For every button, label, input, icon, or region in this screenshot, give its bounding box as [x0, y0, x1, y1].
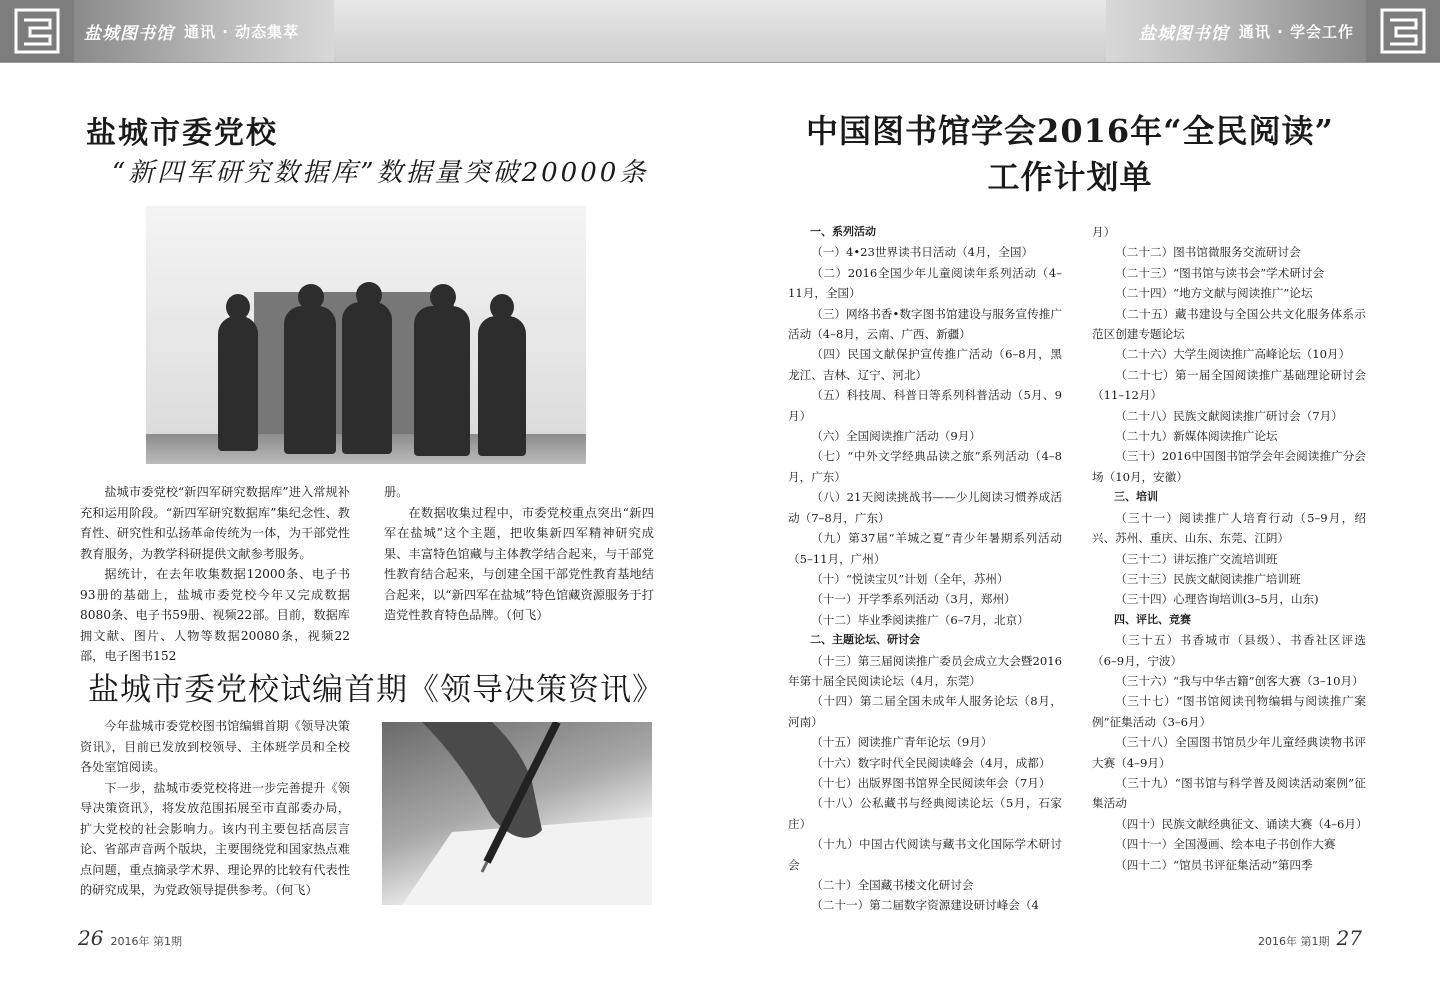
plan-item: （四）民国文献保护宣传推广活动（6–8月，黑龙江、吉林、辽宁、河北）	[788, 347, 1062, 382]
page-title-line: 中国图书馆学会2016年“全民阅读”	[806, 112, 1334, 150]
paragraph: 在数据收集过程中，市委党校重点突出“新四军在盐城”这个主题，把收集新四军精神研究成果、丰富特色馆藏与主体教学结合起来，与干部党性教育结合起来，与创建全国干部党性教育基地结合起来，以“新四军在盐城”特色馆藏资源服务于打造党性教育特色品牌。（何飞）	[384, 505, 654, 622]
plan-item: （十七）出版界图书馆界全民阅读年会（7月）	[811, 775, 1051, 790]
plan-item: （六）全国阅读推广活动（9月）	[811, 429, 981, 444]
issue-label: 2016年 第1期	[1258, 935, 1330, 948]
paragraph: 下一步，盐城市委党校将进一步完善提升《领导决策资讯》，将发放范围拓展至市直部委办局，扩大党校的社会影响力。该内刊主要包括高层言论、省部声音两个版块，主要围绕党和国家热点难点问题，重点摘录学术界、理论界的比较有代表性的研究成果，为党政领导提供参考。（何飞）	[80, 780, 350, 897]
plan-item: （四十）民族文献经典征文、诵读大赛（4–6月）	[1115, 816, 1368, 831]
plan-item: （九）第37届“羊城之夏”青少年暑期系列活动（5–11月，广州）	[788, 531, 1062, 566]
plan-item: （十六）数字时代全民阅读峰会（4月，成都）	[811, 755, 1051, 770]
library-emblem-icon	[1366, 0, 1440, 62]
plan-column-1	[788, 222, 1062, 916]
plan-item: （三十九）“图书馆与科学普及阅读活动案例”征集活动	[1092, 775, 1366, 811]
plan-item: （十）“悦读宝贝”计划（全年，苏州）	[811, 571, 1009, 586]
plan-item: （三十）2016中国图书馆学会年会阅读推广分会场（10月，安徽）	[1092, 449, 1366, 484]
plan-item: （十一）开学季系列活动（3月，郑州）	[811, 592, 1016, 607]
plan-section-heading: 三、培训	[1114, 490, 1158, 504]
header-library-name: 盐城图书馆	[84, 23, 174, 44]
plan-item: （五）科技周、科普日等系列科普活动（5月、9月）	[788, 388, 1062, 423]
hand-writing-photo	[382, 722, 652, 905]
plan-section-heading: 二、主题论坛、研讨会	[810, 633, 920, 647]
header-right-title	[1139, 0, 1354, 62]
article2-text	[80, 716, 350, 901]
plan-item: （三十二）讲坛推广交流培训班	[1115, 551, 1278, 566]
plan-item: （七）“中外文学经典品读之旅”系列活动（4–8月，广东）	[788, 449, 1062, 484]
plan-item: （三十三）民族文献阅读推广培训班	[1115, 571, 1301, 586]
plan-column-2	[1092, 222, 1366, 875]
plan-item: （十四）第二届全国未成年人服务论坛（8月，河南）	[788, 694, 1062, 729]
plan-item: （十五）阅读推广青年论坛（9月）	[811, 735, 993, 750]
plan-item: 月）	[1092, 225, 1116, 239]
page-title	[790, 108, 1350, 200]
plan-section-heading: 一、系列活动	[810, 225, 876, 238]
paragraph: 册。	[384, 485, 409, 499]
plan-item: （二十五）藏书建设与全国公共文化服务体系示范区创建专题论坛	[1092, 306, 1366, 342]
plan-item: （三十八）全国图书馆员少年儿童经典读物书评大赛（4–9月）	[1092, 735, 1366, 770]
plan-item: （三十七）“图书馆阅读刊物编辑与阅读推广案例”征集活动（3–6月）	[1092, 694, 1366, 729]
article1-column-1	[80, 482, 350, 667]
page-title-line: 工作计划单	[987, 158, 1153, 196]
plan-item: （十三）第三届阅读推广委员会成立大会暨2016年第十届全民阅读论坛（4月，东莞）	[788, 653, 1062, 688]
plan-item: （三十一）阅读推广人培育行动（5–9月，绍兴、苏州、重庆、山东、东莞、江阴）	[1092, 510, 1366, 546]
header-left-title	[84, 0, 299, 62]
plan-item: （三）网络书香•数字图书馆建设与服务宣传推广活动（4–8月，云南、广西、新疆）	[788, 306, 1062, 342]
plan-item: （二十九）新媒体阅读推广论坛	[1115, 429, 1278, 444]
plan-item: （一）4•23世界读书日活动（4月，全国）	[811, 245, 1034, 260]
plan-item: （二十六）大学生阅读推广高峰论坛（10月）	[1115, 347, 1351, 362]
plan-item: （二）2016全国少年儿童阅读年系列活动（4–11月，全国）	[788, 265, 1062, 301]
page-number: 27	[1336, 926, 1362, 950]
plan-item: （二十三）“图书馆与读书会”学术研讨会	[1115, 265, 1325, 280]
plan-item: （二十二）图书馆微服务交流研讨会	[1115, 245, 1301, 260]
plan-item: （二十七）第一届全国阅读推广基础理论研讨会（11–12月）	[1092, 367, 1366, 403]
article-title: 盐城市委党校试编首期《领导决策资讯》	[88, 672, 664, 708]
plan-item: （十八）公私藏书与经典阅读论坛（5月，石家庄）	[788, 796, 1062, 831]
plan-item: （十九）中国古代阅读与藏书文化国际学术研讨会	[788, 837, 1062, 872]
footer-right	[1258, 926, 1362, 950]
article-subtitle: “新四军研究数据库”数据量突破20000条	[112, 158, 649, 188]
article1-column-2	[384, 482, 654, 626]
plan-item: （三十四）心理咨询培训(3–5月，山东)	[1115, 592, 1319, 607]
page-number: 26	[78, 926, 104, 950]
plan-item: （四十二）“馆员书评征集活动”第四季	[1115, 857, 1313, 872]
plan-item: （二十一）第二届数字资源建设研讨峰会（4	[811, 898, 1039, 913]
plan-section-heading: 四、评比、竞赛	[1114, 612, 1191, 626]
plan-item: （三十五）书香城市（县级）、书香社区评选（6–9月，宁波）	[1092, 633, 1366, 668]
plan-item: （二十）全国藏书楼文化研讨会	[811, 878, 974, 892]
header-section-name: 通讯 · 动态集萃	[184, 22, 300, 41]
header-library-name: 盐城图书馆	[1138, 23, 1229, 44]
footer-left	[78, 926, 182, 950]
paragraph: 盐城市委党校“新四军研究数据库”进入常规补充和运用阶段。“新四军研究数据库”集纪念性、教育性、研究性和弘扬革命传统为一体，为干部党性教育服务，为教学科研提供文献参考服务。	[80, 485, 350, 561]
plan-item: （十二）毕业季阅读推广（6–7月，北京）	[811, 612, 1029, 627]
plan-item: （八）21天阅读挑战书——少儿阅读习惯养成活动（7–8月，广东）	[788, 490, 1062, 525]
plan-item: （二十四）“地方文献与阅读推广”论坛	[1115, 286, 1313, 301]
paragraph: 今年盐城市委党校图书馆编辑首期《领导决策资讯》，目前已发放到校领导、主体班学员和全校各处室馆阅读。	[80, 719, 350, 774]
plan-item: （四十一）全国漫画、绘本电子书创作大赛	[1115, 837, 1336, 852]
issue-label: 2016年 第1期	[110, 935, 182, 948]
statue-photo	[146, 206, 586, 464]
plan-item: （三十六）“我与中华古籍”创客大赛（3–10月）	[1115, 673, 1364, 688]
paragraph: 据统计，在去年收集数据12000条、电子书93册的基础上，盐城市委党校今年又完成数据8080条、电子书59册、视频22部。目前，数据库拥文献、图片、人物等数据20080条，视频22部，电子图书152	[80, 567, 350, 663]
header-section-name: 通讯 · 学会工作	[1238, 22, 1354, 41]
plan-item: （二十八）民族文献阅读推广研讨会（7月）	[1115, 408, 1343, 423]
library-emblem-icon	[0, 0, 74, 62]
article-title: 盐城市委党校	[86, 116, 278, 151]
